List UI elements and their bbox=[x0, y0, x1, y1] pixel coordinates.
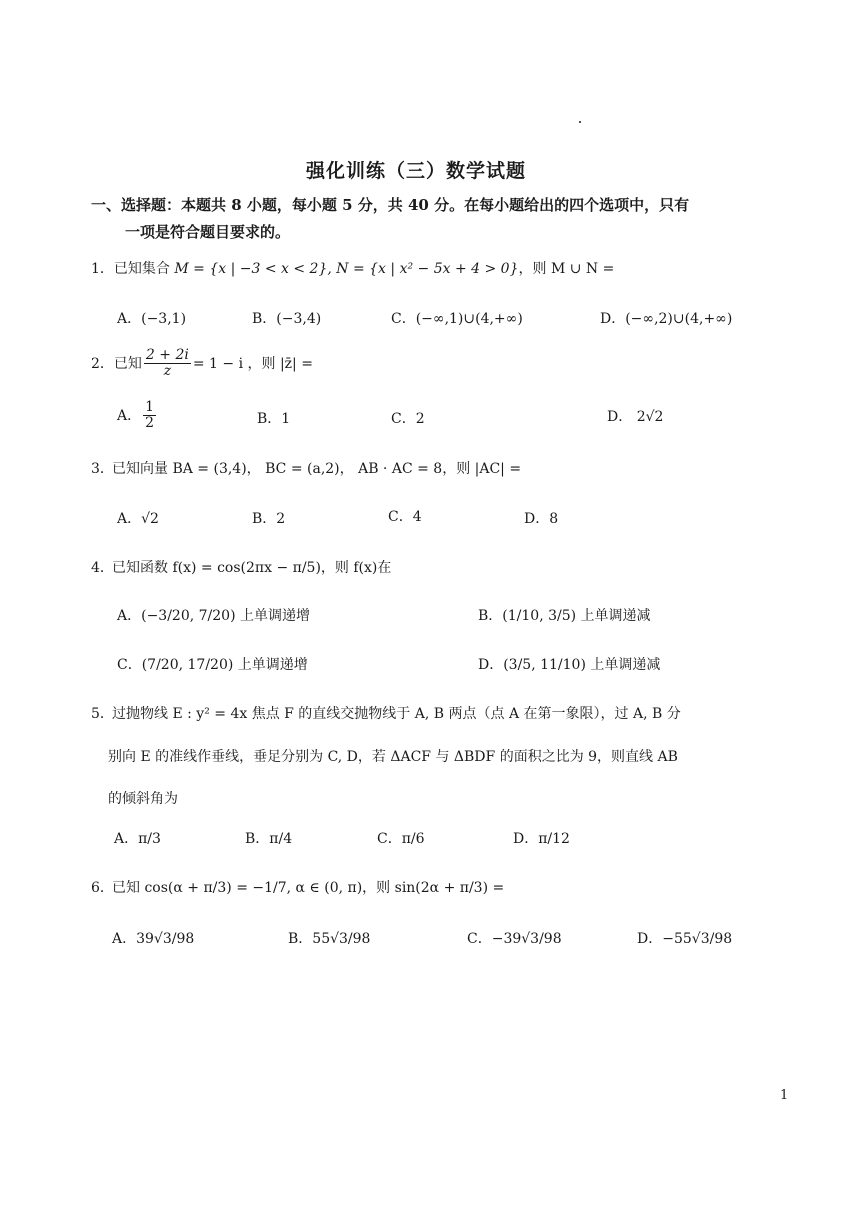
question-fraction bbox=[144, 348, 191, 380]
q3-option-c[interactable]: C．4 bbox=[388, 509, 422, 525]
q5-option-a[interactable]: A．π/3 bbox=[114, 831, 161, 847]
q5-option-d[interactable]: D．π/12 bbox=[513, 831, 570, 847]
question-number: 3． bbox=[91, 461, 114, 477]
question-stem-math: M = {x | −3 < x < 2}, N = {x | x² − 5x + 4 > 0} bbox=[174, 261, 519, 277]
question-stem-prefix: 已知 bbox=[113, 355, 142, 372]
q3-option-d[interactable]: D．8 bbox=[524, 511, 559, 527]
q1-option-b[interactable]: B．(−3,4) bbox=[252, 311, 322, 327]
question-5-line3: 的倾斜角为 bbox=[108, 791, 178, 807]
question-1 bbox=[91, 258, 614, 278]
question-3: 已知向量 BA = (3,4)， BC = (a,2)， AB · AC = 8，则 |AC| = bbox=[112, 461, 522, 477]
question-number: 1． bbox=[91, 261, 114, 277]
q4-option-d[interactable]: D．(3/5, 11/10) 上单调递减 bbox=[478, 657, 661, 673]
question-2 bbox=[91, 348, 313, 380]
question-5-line2: 别向 E 的准线作垂线，垂足分别为 C, D，若 ΔACF 与 ΔBDF 的面积之比为 9，则直线 AB bbox=[108, 749, 678, 765]
section-heading-line1: 一、选择题：本题共 8 小题，每小题 5 分，共 40 分。在每小题给出的四个选项中，只有 bbox=[91, 196, 690, 214]
q2-option-c[interactable]: C．2 bbox=[391, 411, 425, 427]
page-number: 1 bbox=[780, 1088, 789, 1103]
question-5-line1: 过抛物线 E : y² = 4x 焦点 F 的直线交抛物线于 A, B 两点（点 A 在第一象限），过 A, B 分 bbox=[112, 706, 681, 722]
fraction-denominator: z bbox=[163, 363, 172, 380]
scan-speck bbox=[579, 121, 581, 123]
q1-option-a[interactable]: A．(−3,1) bbox=[117, 311, 187, 327]
q4-option-a[interactable]: A．(−3/20, 7/20) 上单调递增 bbox=[117, 608, 310, 624]
q5-option-b[interactable]: B．π/4 bbox=[245, 831, 293, 847]
q4-option-c[interactable]: C．(7/20, 17/20) 上单调递增 bbox=[117, 657, 308, 673]
fraction-denominator: 2 bbox=[145, 415, 155, 432]
q6-option-b[interactable]: B．55√3/98 bbox=[288, 931, 371, 947]
q5-option-c[interactable]: C．π/6 bbox=[377, 831, 425, 847]
q3-option-b[interactable]: B．2 bbox=[252, 511, 286, 527]
q1-option-c[interactable]: C．(−∞,1)∪(4,+∞) bbox=[391, 311, 523, 327]
q3-option-a[interactable]: A．√2 bbox=[117, 511, 159, 527]
page-title: 强化训练（三）数学试题 bbox=[306, 160, 527, 182]
question-number: 2． bbox=[91, 355, 114, 372]
section-heading-line2: 一项是符合题目要求的。 bbox=[125, 223, 291, 241]
question-stem-prefix: 已知集合 bbox=[113, 261, 170, 277]
q1-option-d[interactable]: D．(−∞,2)∪(4,+∞) bbox=[600, 311, 733, 327]
q2-option-d[interactable] bbox=[607, 406, 663, 426]
question-6: 已知 cos(α + π/3) = −1/7, α ∈ (0, π)，则 sin(2α + π/3) = bbox=[112, 880, 505, 896]
q6-option-d[interactable]: D．−55√3/98 bbox=[637, 931, 733, 947]
q6-option-c[interactable]: C．−39√3/98 bbox=[467, 931, 562, 947]
q2-option-a[interactable] bbox=[117, 400, 158, 432]
question-number: 4． bbox=[91, 560, 114, 576]
question-number: 5． bbox=[91, 706, 114, 722]
option-label: D． bbox=[607, 409, 633, 425]
option-fraction bbox=[143, 400, 156, 432]
question-number: 6． bbox=[91, 880, 114, 896]
fraction-numerator: 1 bbox=[145, 399, 155, 415]
question-stem-suffix: = 1 − i ，则 |z̄| = bbox=[192, 355, 313, 372]
question-stem-suffix: ，则 M ∪ N = bbox=[518, 261, 615, 277]
q2-option-b[interactable]: B．1 bbox=[257, 411, 291, 427]
option-math: 2√2 bbox=[636, 409, 664, 425]
option-label: A． bbox=[117, 407, 142, 424]
q6-option-a[interactable]: A．39√3/98 bbox=[112, 931, 195, 947]
q4-option-b[interactable]: B．(1/10, 3/5) 上单调递减 bbox=[478, 608, 651, 624]
fraction-numerator: 2 + 2i bbox=[145, 347, 189, 363]
question-4: 已知函数 f(x) = cos(2πx − π/5)，则 f(x)在 bbox=[112, 560, 392, 576]
